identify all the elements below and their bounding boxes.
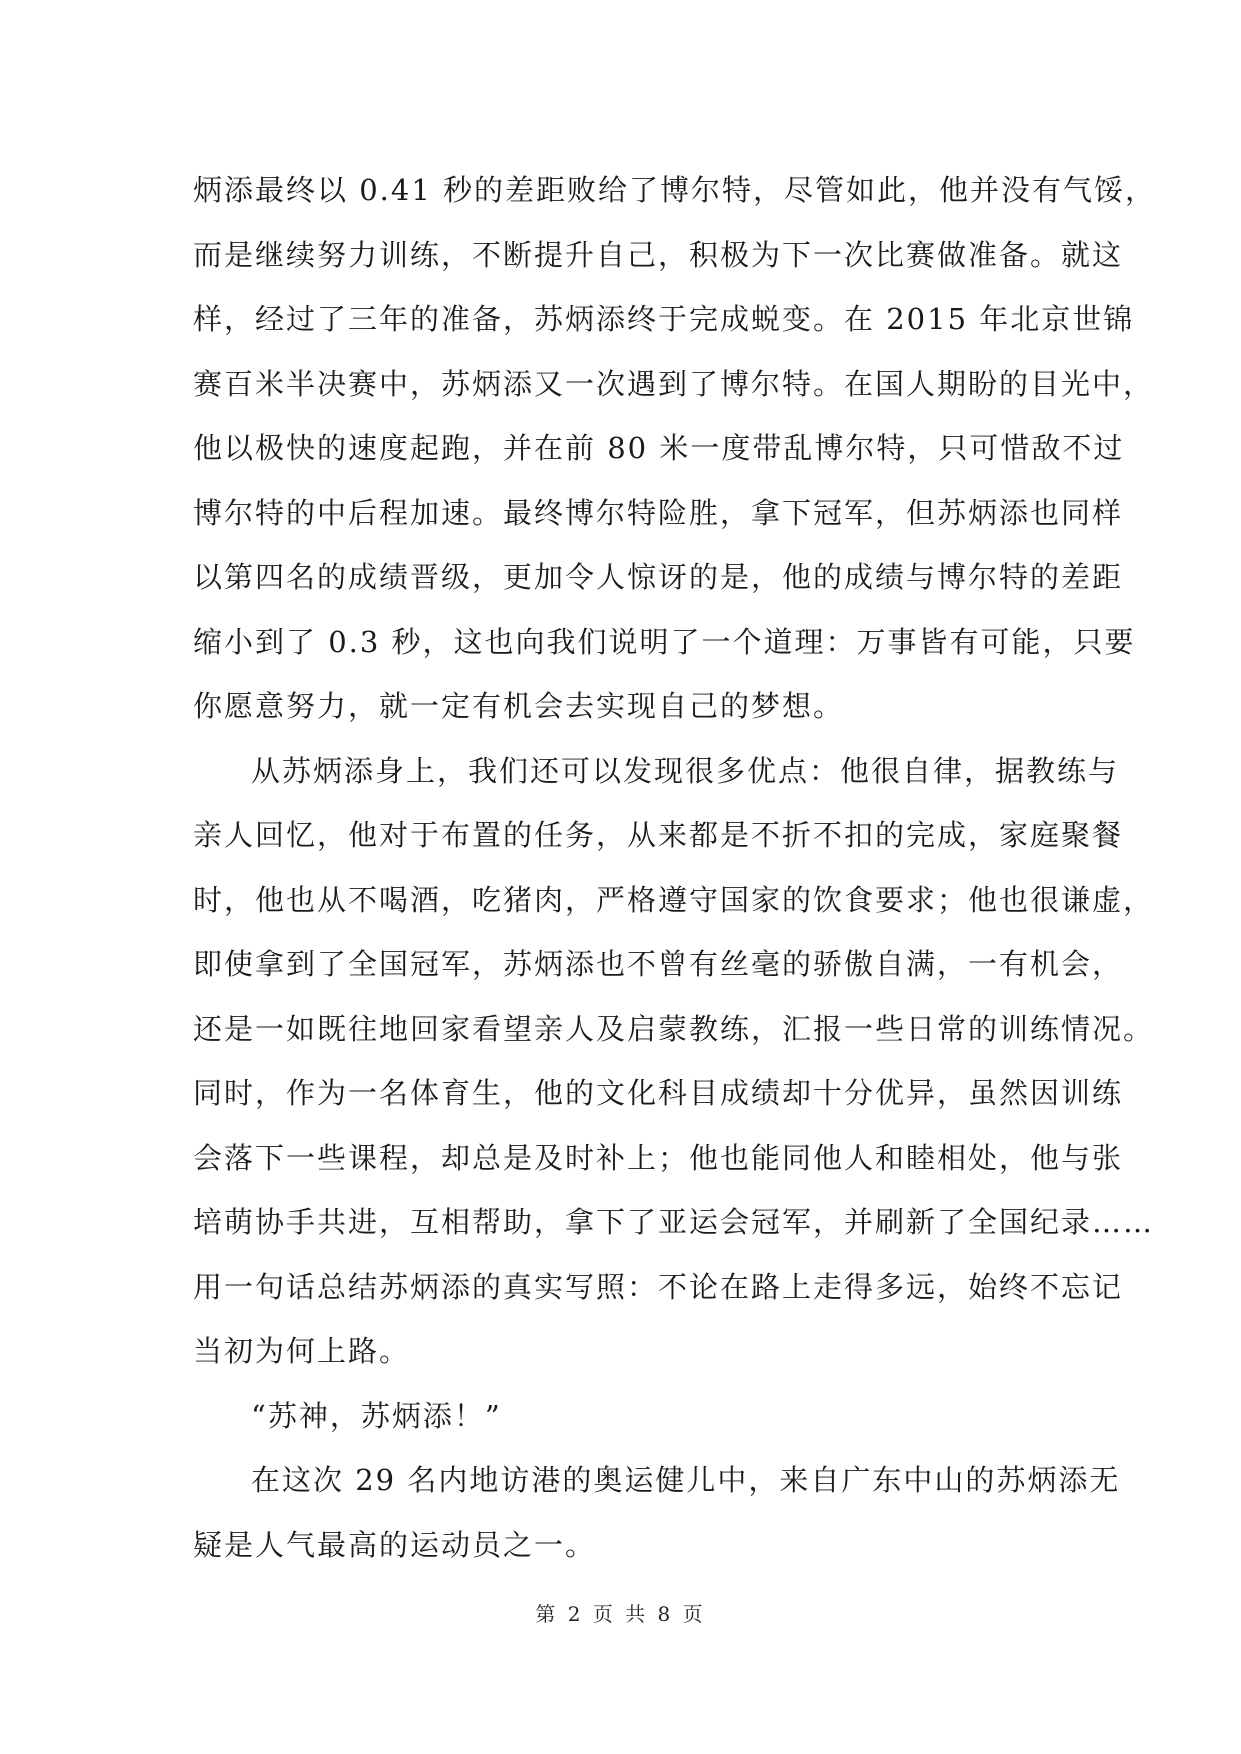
paragraph-2-line-2: 亲人回忆，他对于布置的任务，从来都是不折不扣的完成，家庭聚餐: [193, 818, 1124, 852]
paragraph-1-line-9: 你愿意努力，就一定有机会去实现自己的梦想。: [193, 689, 845, 723]
paragraph-1-line-8: 缩小到了 0.3 秒，这也向我们说明了一个道理：万事皆有可能，只要: [193, 624, 1136, 659]
paragraph-2-line-8: 培萌协手共进，互相帮助，拿下了亚运会冠军，并刷新了全国纪录……: [193, 1205, 1155, 1239]
paragraph-2-line-10: 当初为何上路。: [193, 1334, 411, 1368]
paragraph-4-line-2: 疑是人气最高的运动员之一。: [193, 1527, 597, 1562]
page-number-footer: 第 2 页 共 8 页: [535, 1602, 706, 1626]
paragraph-2-line-4: 即使拿到了全国冠军，苏炳添也不曾有丝毫的骄傲自满，一有机会，: [193, 947, 1124, 981]
paragraph-1-line-6: 博尔特的中后程加速。最终博尔特险胜，拿下冠军，但苏炳添也同样: [193, 495, 1124, 530]
paragraph-1-line-7: 以第四名的成绩晋级，更加令人惊讶的是，他的成绩与博尔特的差距: [193, 560, 1124, 594]
paragraph-1-line-1: 炳添最终以 0.41 秒的差距败给了博尔特，尽管如此，他并没有气馁，: [193, 173, 1157, 207]
paragraph-1-line-5: 他以极快的速度起跑，并在前 80 米一度带乱博尔特，只可惜敌不过: [193, 431, 1125, 465]
paragraph-2-line-7: 会落下一些课程，却总是及时补上；他也能同他人和睦相处，他与张: [193, 1140, 1124, 1175]
paragraph-2-line-9: 用一句话总结苏炳添的真实写照：不论在路上走得多远，始终不忘记: [193, 1269, 1124, 1304]
paragraph-3-line-1: “苏神，苏炳添！”: [251, 1398, 502, 1433]
paragraph-2-line-3: 时，他也从不喝酒，吃猪肉，严格遵守国家的饮食要求；他也很谦虚，: [193, 882, 1155, 917]
body-text: [193, 158, 1157, 1577]
paragraph-2-line-5: 还是一如既往地回家看望亲人及启蒙教练，汇报一些日常的训练情况。: [193, 1011, 1155, 1046]
paragraph-1-line-4: 赛百米半决赛中，苏炳添又一次遇到了博尔特。在国人期盼的目光中，: [193, 366, 1155, 401]
paragraph-4-line-1: 在这次 29 名内地访港的奥运健儿中，来自广东中山的苏炳添无: [251, 1463, 1121, 1497]
paragraph-2-line-6: 同时，作为一名体育生，他的文化科目成绩却十分优异，虽然因训练: [193, 1076, 1124, 1110]
paragraph-2-line-1: 从苏炳添身上，我们还可以发现很多优点：他很自律，据教练与: [251, 753, 1120, 788]
paragraph-1-line-2: 而是继续努力训练，不断提升自己，积极为下一次比赛做准备。就这: [193, 237, 1124, 272]
paragraph-1-line-3: 样，经过了三年的准备，苏炳添终于完成蜕变。在 2015 年北京世锦: [193, 302, 1135, 336]
